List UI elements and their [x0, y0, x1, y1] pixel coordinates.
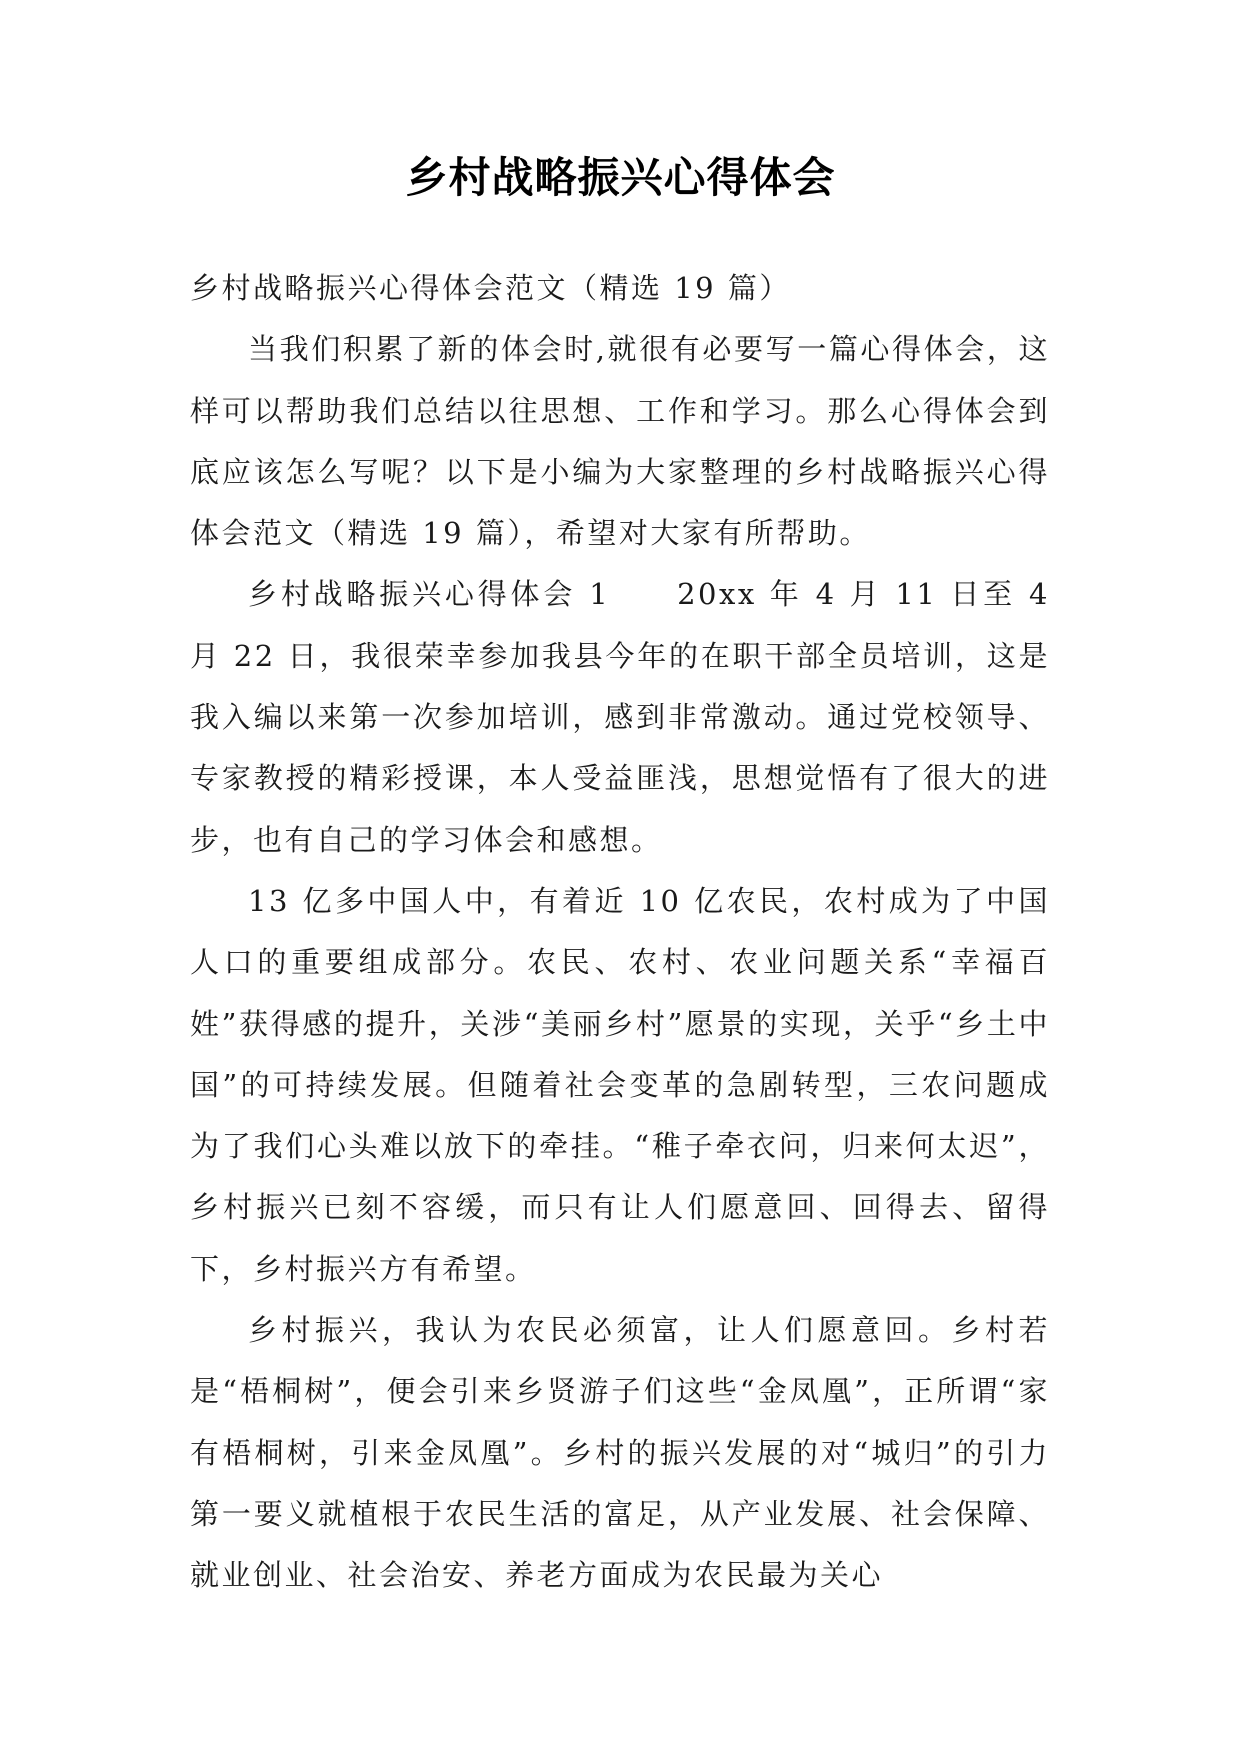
document-body [190, 258, 1050, 1607]
body-paragraph: 乡村战略振兴心得体会 1 20xx 年 4 月 11 日至 4 月 22 日，我很荣幸参加我县今年的在职干部全员培训，这是我入编以来第一次参加培训，感到非常激动。通过党校领导、专家教授的精彩授课，本人受益匪浅，思想觉悟有了很大的进步，也有自己的学习体会和感想。 [190, 577, 1050, 857]
body-paragraph: 当我们积累了新的体会时,就很有必要写一篇心得体会，这样可以帮助我们总结以往思想、工作和学习。那么心得体会到底应该怎么写呢？以下是小编为大家整理的乡村战略振兴心得体会范文（精选 19 篇），希望对大家有所帮助。 [190, 332, 1050, 551]
body-paragraph: 乡村振兴，我认为农民必须富，让人们愿意回。乡村若是“梧桐树”，便会引来乡贤游子们这些“金凤凰”，正所谓“家有梧桐树，引来金凤凰”。乡村的振兴发展的对“城归”的引力第一要义就植根于农民生活的富足，从产业发展、社会保障、就业创业、社会治安、养老方面成为农民最为关心 [190, 1313, 1050, 1593]
document-title: 乡村战略振兴心得体会 [405, 153, 836, 202]
document-subtitle: 乡村战略振兴心得体会范文（精选 19 篇） [190, 271, 791, 305]
body-paragraph: 13 亿多中国人中，有着近 10 亿农民，农村成为了中国人口的重要组成部分。农民、农村、农业问题关系“幸福百姓”获得感的提升，关涉“美丽乡村”愿景的实现，关乎“乡土中国”的可持续发展。但随着社会变革的急剧转型，三农问题成为了我们心头难以放下的牵挂。“稚子牵衣问，归来何太迟”，乡村振兴已刻不容缓，而只有让人们愿意回、回得去、留得下，乡村振兴方有希望。 [190, 883, 1050, 1286]
